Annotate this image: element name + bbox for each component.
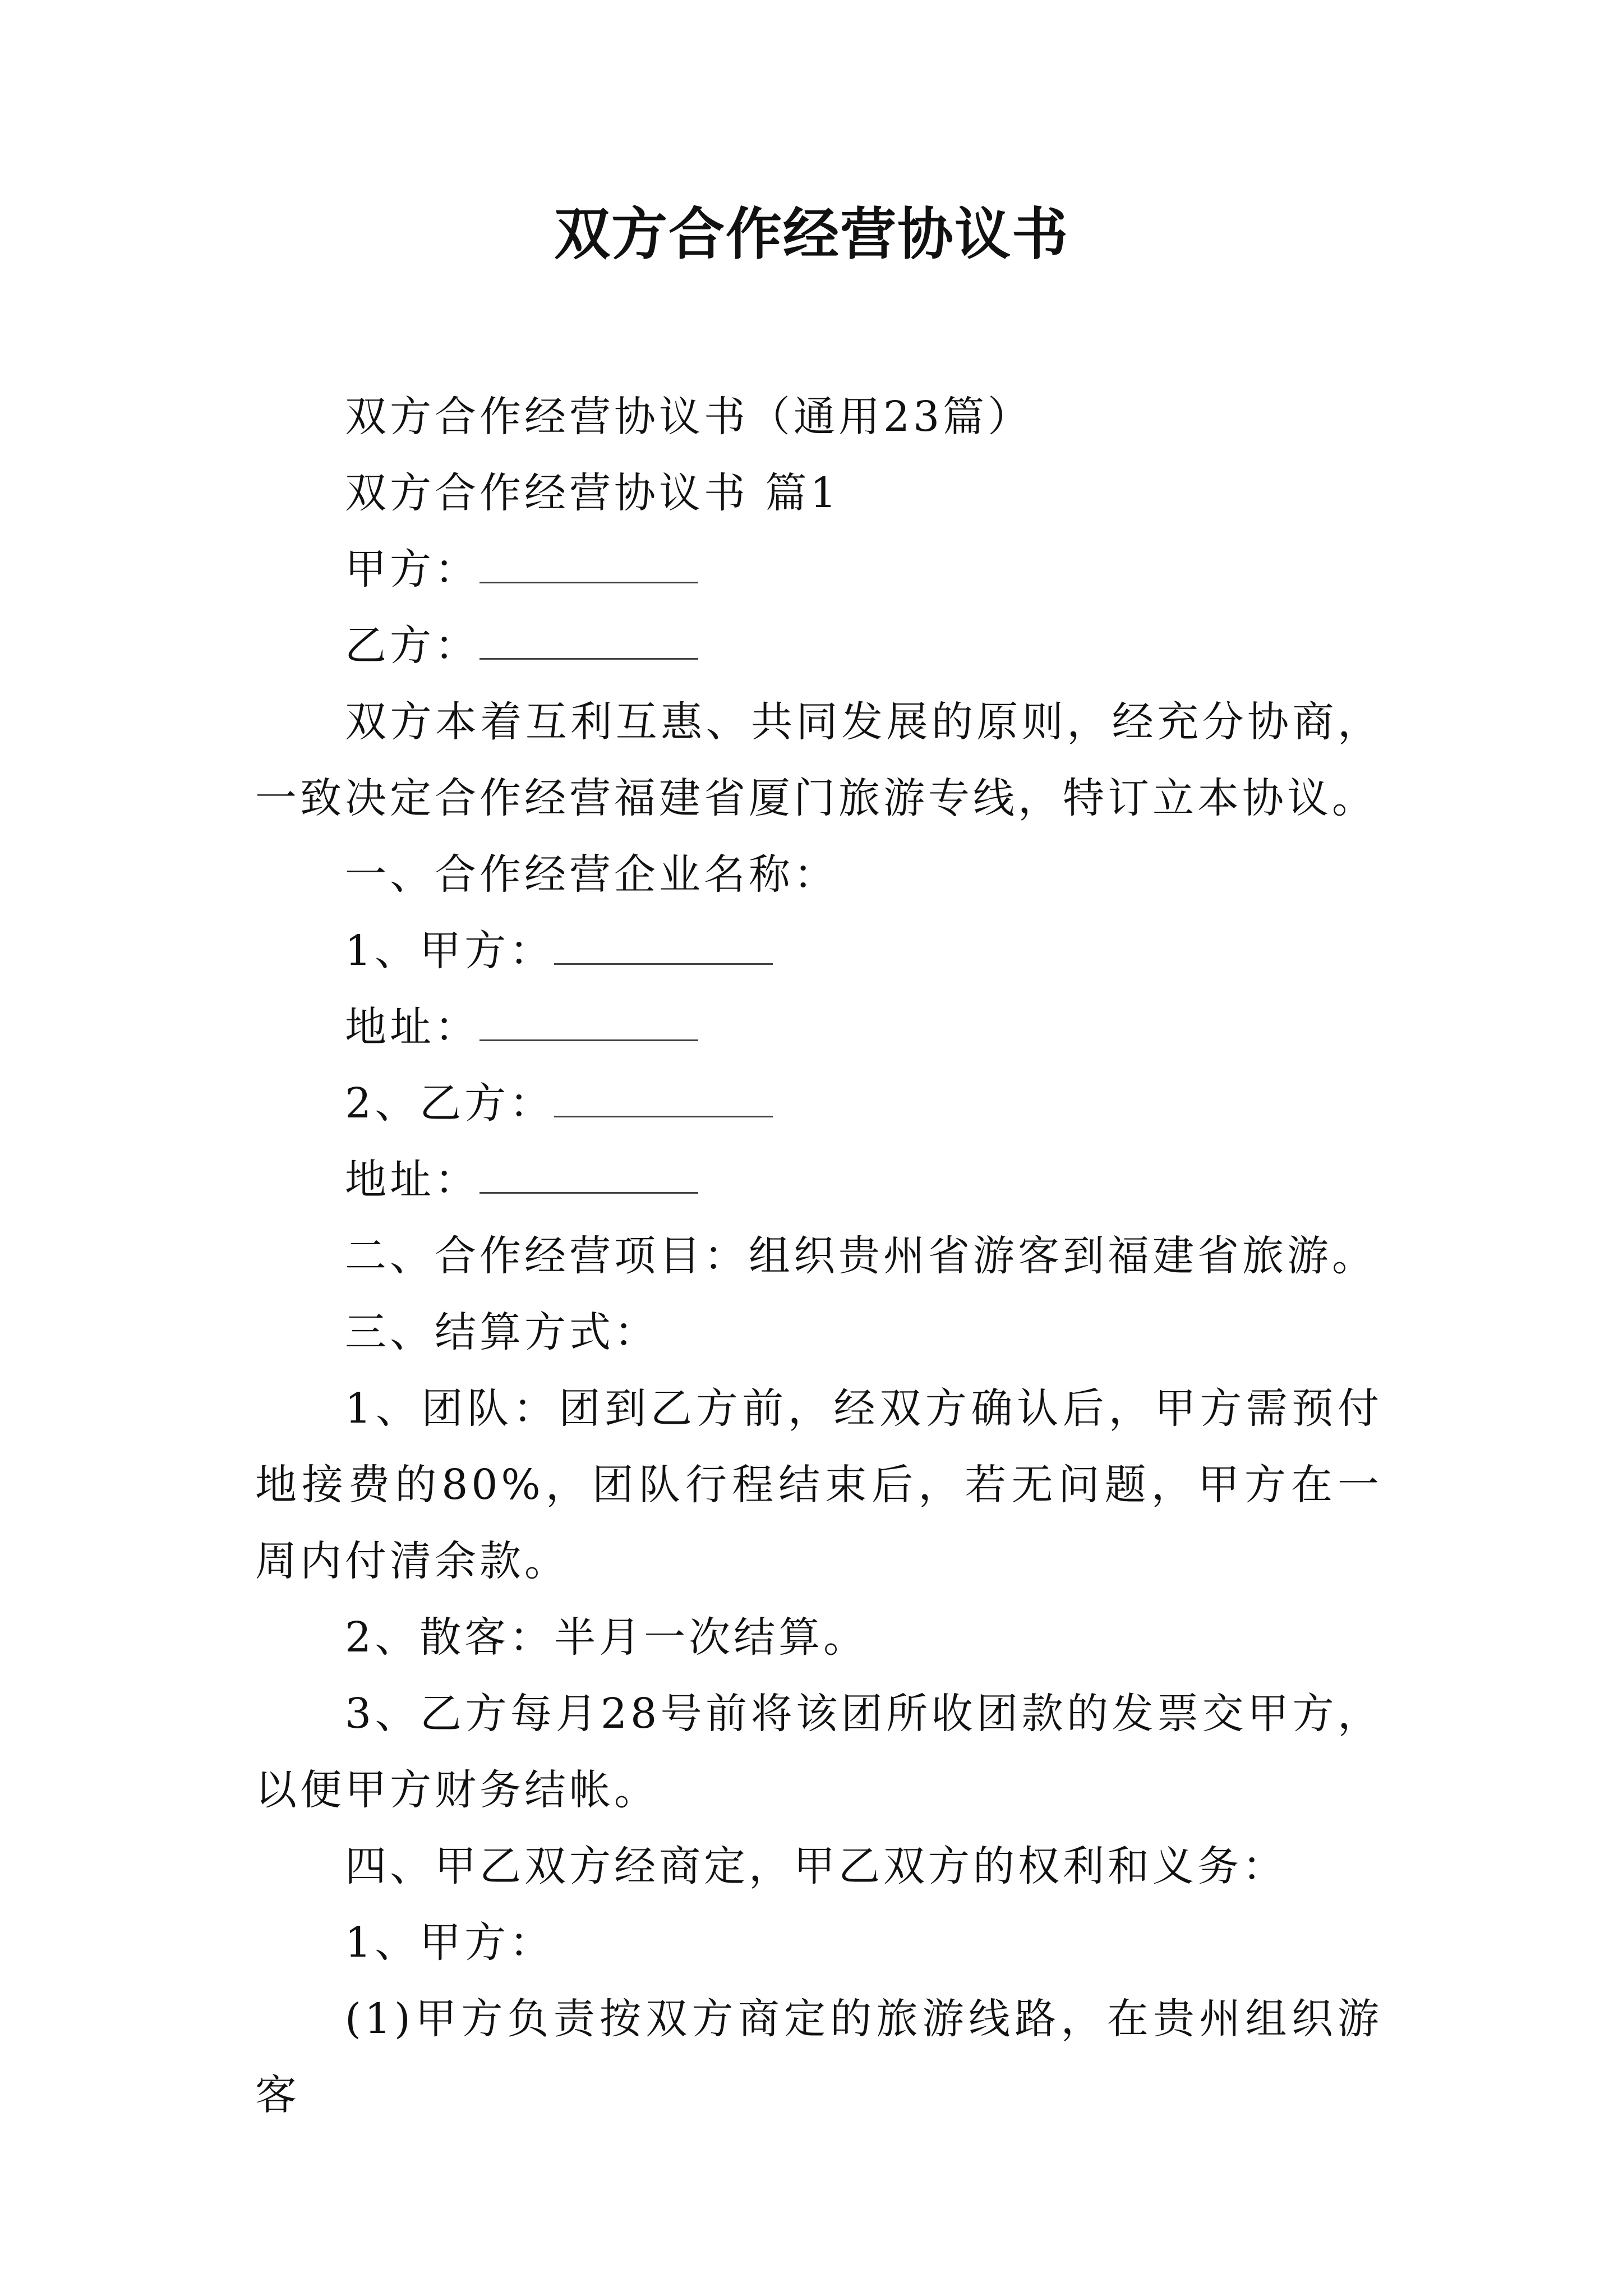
paragraph-text: 双方合作经营协议书 篇1 — [345, 469, 840, 517]
paragraph-party-a-name — [255, 913, 1382, 989]
paragraph-text: 四、甲乙双方经商定，甲乙双方的权利和义务： — [345, 1842, 1287, 1890]
document-title: 双方合作经营协议书 — [554, 201, 1069, 267]
paragraph — [255, 836, 1382, 913]
paragraph-text: 1、甲方： — [345, 1918, 555, 1967]
fill-in-blank — [479, 1158, 698, 1194]
paragraph-text: 三、结算方式： — [345, 1308, 659, 1356]
paragraph-text: 2、乙方： — [345, 1079, 555, 1128]
paragraph-party-a — [255, 531, 1382, 608]
fill-in-blank — [479, 548, 698, 583]
paragraph-party-b-address — [255, 1142, 1382, 1218]
paragraph — [255, 1218, 1382, 1294]
fill-in-blank — [479, 1006, 698, 1041]
paragraph-text: 双方本着互利互惠、共同发展的原则，经充分协商，一致决定合作经营福建省厦门旅游专线，特订立本协议。 — [255, 698, 1382, 822]
paragraph — [255, 1370, 1382, 1599]
paragraph — [255, 1294, 1382, 1370]
paragraph-text: 乙方： — [345, 622, 479, 670]
document-body — [255, 379, 1382, 2133]
paragraph — [255, 1904, 1382, 1981]
fill-in-blank — [479, 624, 698, 660]
paragraph — [255, 379, 1382, 455]
paragraph-text: 双方合作经营协议书（通用23篇） — [345, 393, 1033, 441]
paragraph-text: 地址： — [345, 1003, 479, 1051]
paragraph — [255, 1599, 1382, 1676]
paragraph-text: 3、乙方每月28号前将该团所收团款的发票交甲方，以便甲方财务结帐。 — [255, 1690, 1382, 1814]
paragraph-party-a-address — [255, 989, 1382, 1065]
paragraph-text: 一、合作经营企业名称： — [345, 850, 838, 899]
paragraph-text: 二、合作经营项目：组织贵州省游客到福建省旅游。 — [345, 1232, 1377, 1280]
paragraph — [255, 1676, 1382, 1828]
paragraph-text: 1、团队：团到乙方前，经双方确认后，甲方需预付地接费的80%，团队行程结束后，若无问题，甲方在一周内付清余款。 — [255, 1384, 1382, 1585]
paragraph-text: (1)甲方负责按双方商定的旅游线路，在贵州组织游客 — [255, 1995, 1382, 2119]
fill-in-blank — [554, 1082, 773, 1117]
paragraph — [255, 1981, 1382, 2133]
paragraph-party-b — [255, 608, 1382, 684]
paragraph — [255, 684, 1382, 836]
fill-in-blank — [554, 930, 773, 965]
paragraph-party-b-name — [255, 1065, 1382, 1142]
paragraph-text: 1、甲方： — [345, 927, 555, 975]
paragraph — [255, 1828, 1382, 1904]
paragraph-text: 2、散客：半月一次结算。 — [345, 1613, 869, 1662]
paragraph-text: 地址： — [345, 1156, 479, 1204]
paragraph — [255, 455, 1382, 531]
paragraph-text: 甲方： — [345, 545, 479, 593]
